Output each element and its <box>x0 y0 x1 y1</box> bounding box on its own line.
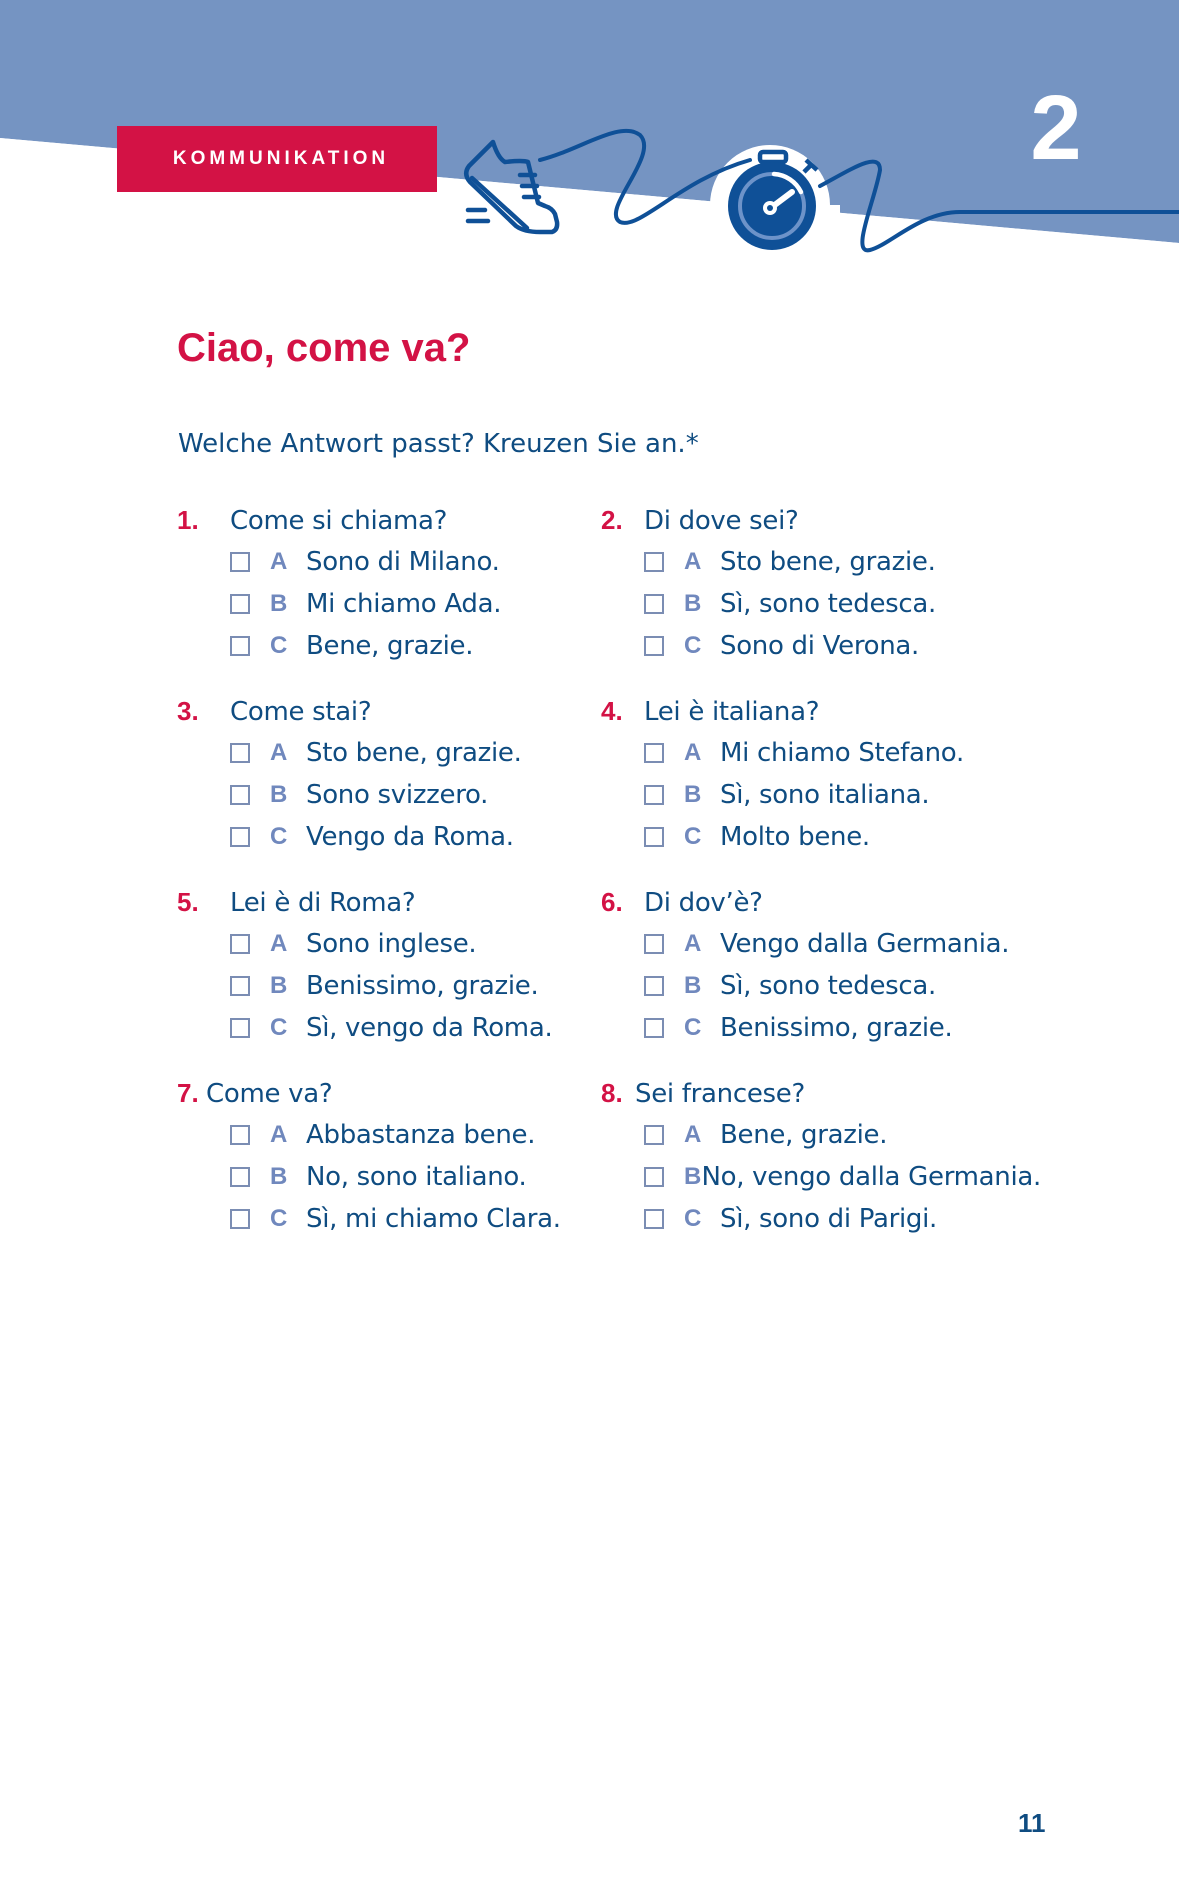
option-a[interactable] <box>644 923 1041 965</box>
option-letter: B <box>270 590 288 617</box>
option-text: Bene, grazie. <box>306 631 474 661</box>
option-text: Benissimo, grazie. <box>720 1013 953 1043</box>
option-letter: A <box>270 548 288 575</box>
option-letter: C <box>270 1014 288 1041</box>
option-letter: A <box>270 1121 288 1148</box>
checkbox[interactable] <box>230 636 250 656</box>
checkbox[interactable] <box>644 1125 664 1145</box>
question-number: 5. <box>177 887 199 917</box>
option-letter: A <box>684 548 702 575</box>
question-text: Come si chiama? <box>230 506 448 536</box>
option-text: Benissimo, grazie. <box>306 971 539 1001</box>
question-number: 3. <box>177 696 199 726</box>
checkbox[interactable] <box>644 934 664 954</box>
option-c[interactable] <box>230 816 617 858</box>
option-letter: C <box>684 823 702 850</box>
option-text: Sì, sono italiana. <box>720 780 930 810</box>
option-text: Vengo dalla Germania. <box>720 929 1010 959</box>
checkbox[interactable] <box>644 552 664 572</box>
option-letter: C <box>684 632 702 659</box>
question-number: 2. <box>601 505 623 535</box>
checkbox[interactable] <box>644 594 664 614</box>
checkbox[interactable] <box>644 785 664 805</box>
checkbox[interactable] <box>230 743 250 763</box>
option-text: Sì, mi chiamo Clara. <box>306 1204 561 1234</box>
option-c[interactable] <box>230 1007 617 1049</box>
option-text: Molto bene. <box>720 822 870 852</box>
question-number: 4. <box>601 696 623 726</box>
question-number: 6. <box>601 887 623 917</box>
checkbox[interactable] <box>230 827 250 847</box>
option-c[interactable] <box>230 625 617 667</box>
question-text: Sei francese? <box>635 1079 805 1109</box>
question-text: Lei è di Roma? <box>230 888 416 918</box>
question-4 <box>601 690 1041 858</box>
option-b[interactable] <box>644 965 1041 1007</box>
section-tag-label: KOMMUNIKATION <box>172 148 390 169</box>
option-text: Vengo da Roma. <box>306 822 514 852</box>
option-text: Sì, sono di Parigi. <box>720 1204 938 1234</box>
option-a[interactable] <box>230 1114 617 1156</box>
option-letter: C <box>684 1205 702 1232</box>
checkbox[interactable] <box>644 1209 664 1229</box>
option-c[interactable] <box>230 1198 617 1240</box>
option-letter: C <box>270 632 288 659</box>
question-8 <box>601 1072 1041 1240</box>
option-letter: A <box>270 930 288 957</box>
option-text: Sto bene, grazie. <box>720 547 936 577</box>
question-5 <box>177 881 617 1049</box>
option-letter: B <box>684 781 702 808</box>
question-2 <box>601 499 1041 667</box>
question-text: Di dov’è? <box>644 888 763 918</box>
option-text: Sì, sono tedesca. <box>720 589 936 619</box>
option-text: Sono svizzero. <box>306 780 489 810</box>
question-3 <box>177 690 617 858</box>
option-letter: C <box>270 1205 288 1232</box>
question-7 <box>177 1072 617 1240</box>
option-letter: A <box>684 1121 702 1148</box>
page-number: 11 <box>1018 1808 1046 1838</box>
question-number: 1. <box>177 505 199 535</box>
option-text: Sto bene, grazie. <box>306 738 522 768</box>
option-letter: C <box>684 1014 702 1041</box>
question-text: Come stai? <box>230 697 372 727</box>
option-b[interactable] <box>644 774 1041 816</box>
option-c[interactable] <box>644 1007 1041 1049</box>
question-1 <box>177 499 617 667</box>
option-b[interactable] <box>644 583 1041 625</box>
checkbox[interactable] <box>644 743 664 763</box>
checkbox[interactable] <box>230 1209 250 1229</box>
option-text: Sì, vengo da Roma. <box>306 1013 553 1043</box>
option-a[interactable] <box>230 732 617 774</box>
option-c[interactable] <box>644 816 1041 858</box>
checkbox[interactable] <box>644 827 664 847</box>
question-text: Lei è italiana? <box>644 697 820 727</box>
exercise-instruction: Welche Antwort passt? Kreuzen Sie an.* <box>178 429 699 459</box>
checkbox[interactable] <box>230 1125 250 1145</box>
checkbox[interactable] <box>230 1018 250 1038</box>
option-text: No, sono italiano. <box>306 1162 527 1192</box>
option-letter: B <box>684 590 702 617</box>
section-tag <box>117 126 437 192</box>
option-text: Mi chiamo Ada. <box>306 589 502 619</box>
checkbox[interactable] <box>230 1167 250 1187</box>
option-letter: A <box>270 739 288 766</box>
question-6 <box>601 881 1041 1049</box>
option-b[interactable] <box>230 774 617 816</box>
option-b[interactable] <box>230 1156 617 1198</box>
option-letter: B <box>684 972 702 999</box>
question-number: 7. <box>177 1078 199 1108</box>
option-text: Mi chiamo Stefano. <box>720 738 964 768</box>
option-b[interactable] <box>644 1156 1041 1198</box>
checkbox[interactable] <box>644 976 664 996</box>
checkbox[interactable] <box>230 785 250 805</box>
option-text: No, vengo dalla Germania. <box>701 1162 1041 1192</box>
checkbox[interactable] <box>230 976 250 996</box>
option-a[interactable] <box>644 732 1041 774</box>
option-letter: B <box>270 1163 288 1190</box>
question-text: Di dove sei? <box>644 506 799 536</box>
option-text: Abbastanza bene. <box>306 1120 536 1150</box>
checkbox[interactable] <box>644 636 664 656</box>
option-text: Sì, sono tedesca. <box>720 971 936 1001</box>
option-letter: B <box>270 781 288 808</box>
option-a[interactable] <box>230 923 617 965</box>
checkbox[interactable] <box>644 1167 664 1187</box>
option-a[interactable] <box>230 541 617 583</box>
option-letter: A <box>684 930 702 957</box>
option-b[interactable] <box>230 583 617 625</box>
option-letter: B <box>270 972 288 999</box>
option-text: Sono di Milano. <box>306 547 500 577</box>
option-c[interactable] <box>644 1198 1041 1240</box>
option-a[interactable] <box>644 1114 1041 1156</box>
question-text: Come va? <box>206 1079 333 1109</box>
option-a[interactable] <box>644 541 1041 583</box>
option-letter: A <box>684 739 702 766</box>
option-b[interactable] <box>230 965 617 1007</box>
option-letter: B <box>684 1163 702 1190</box>
checkbox[interactable] <box>230 594 250 614</box>
option-text: Sono di Verona. <box>720 631 920 661</box>
option-letter: C <box>270 823 288 850</box>
option-text: Sono inglese. <box>306 929 477 959</box>
option-c[interactable] <box>644 625 1041 667</box>
exercise-title: Ciao, come va? <box>177 326 471 370</box>
checkbox[interactable] <box>230 552 250 572</box>
checkbox[interactable] <box>644 1018 664 1038</box>
option-text: Bene, grazie. <box>720 1120 888 1150</box>
checkbox[interactable] <box>230 934 250 954</box>
question-number: 8. <box>601 1078 623 1108</box>
chapter-number: 2 <box>1030 77 1082 179</box>
